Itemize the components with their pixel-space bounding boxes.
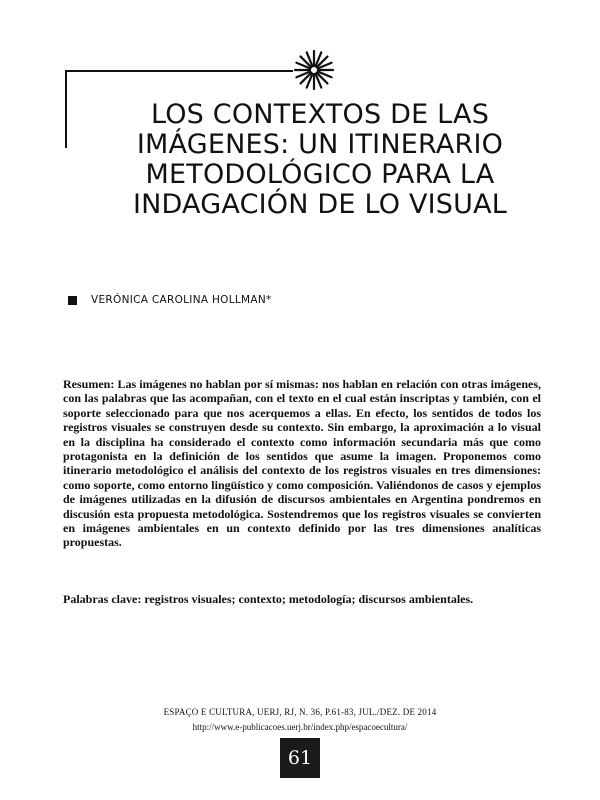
frame-left-rule — [65, 70, 67, 148]
keywords: Palabras clave: registros visuales; contexto; metodología; discursos ambientales. — [63, 592, 474, 606]
article-title: LOS CONTEXTOS DE LAS IMÁGENES: UN ITINERARIO METODOLÓGICO PARA LA INDAGACIÓN DE LO VISUAL — [132, 99, 508, 220]
frame-top-rule — [65, 70, 293, 72]
footer-url[interactable]: http://www.e-publicacoes.uerj.br/index.php/espacoecultura/ — [192, 722, 408, 732]
footer-journal: ESPAÇO E CULTURA, UERJ, RJ, N. 36, P.61-83, JUL./DEZ. DE 2014 — [163, 707, 437, 717]
author-name: VERÓNICA CAROLINA HOLLMAN* — [91, 294, 272, 306]
square-bullet-icon — [68, 296, 77, 305]
abstract: Resumen: Las imágenes no hablan por sí mismas: nos hablan en relación con otras imágenes, con las palabras que las acompañan, con el texto en el cual están inscriptas y también, con el soporte seleccionado para que nos acerquemos a ellas. En efecto, los sentidos de todos los registros visuales se construyen desde su contexto. Sin embargo, la aproximación a lo visual en la disciplina ha considerado el contexto como información secundaria más que como protagonista en la definición de los sentidos que asume la imagen. Proponemos como itinerario metodológico el análisis del contexto de los registros visuales en tres dimensiones: como soporte, como entorno lingüístico y como composición. Valiéndonos de casos y ejemplos de imágenes utilizadas en la difusión de discursos ambientales en Argentina pondremos en discusión esta propuesta metodológica. Sostendremos que los registros visuales se convierten en imágenes ambientales en un contexto definido por las tres dimensiones analíticas propuestas. — [63, 377, 541, 550]
author-line — [68, 293, 272, 307]
sunburst-icon — [292, 48, 336, 92]
page-number: 61 — [280, 738, 320, 778]
